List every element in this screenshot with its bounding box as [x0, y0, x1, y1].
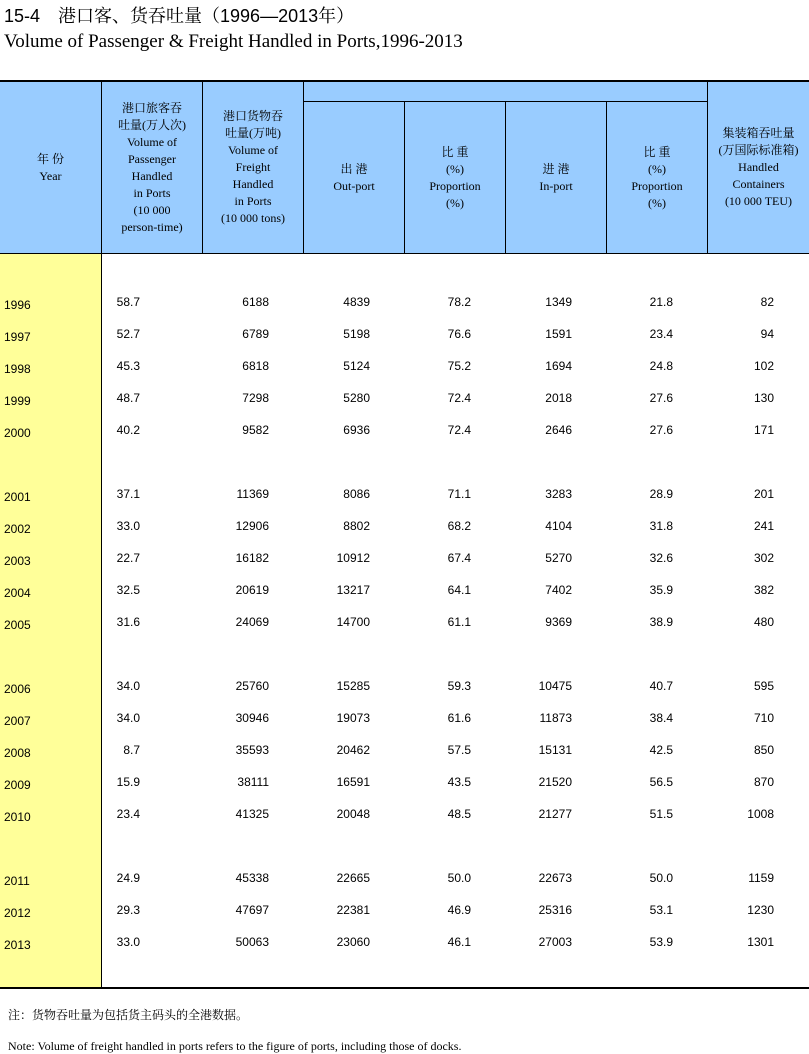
freight-value: 6789	[242, 327, 269, 341]
passenger-value: 45.3	[116, 359, 140, 373]
in-port-value: 25316	[538, 903, 572, 917]
passenger-value: 34.0	[116, 711, 140, 725]
out-port-value: 14700	[336, 615, 370, 629]
row-year: 2011	[4, 874, 30, 888]
in-port-value: 3283	[545, 487, 572, 501]
out-port-proportion-value: 68.2	[447, 519, 471, 533]
out-port-value: 5198	[343, 327, 370, 341]
row-year: 2009	[4, 778, 31, 792]
in-port-value: 4104	[545, 519, 572, 533]
in-port-value: 1349	[545, 295, 572, 309]
out-port-value: 16591	[336, 775, 370, 789]
out-port-value: 8802	[343, 519, 370, 533]
table-title-chinese: 15-4 港口客、货吞吐量（1996—2013年）	[4, 6, 355, 26]
in-port-value: 21277	[538, 807, 572, 821]
in-port-proportion-value: 23.4	[649, 327, 673, 341]
containers-value: 171	[753, 423, 774, 437]
row-year: 1998	[4, 362, 31, 376]
row-year: 2000	[4, 426, 31, 440]
passenger-value: 24.9	[116, 871, 140, 885]
containers-value: 870	[753, 775, 774, 789]
in-port-value: 2018	[545, 391, 572, 405]
containers-value: 302	[753, 551, 774, 565]
out-port-proportion-value: 57.5	[447, 743, 471, 757]
header-handled-containers: 集装箱吞吐量 (万国际标准箱) Handled Containers (10 000 TEU)	[718, 126, 799, 208]
passenger-value: 58.7	[116, 295, 140, 309]
row-year: 2004	[4, 586, 31, 600]
containers-value: 1301	[747, 935, 774, 949]
in-port-value: 21520	[538, 775, 572, 789]
in-port-proportion-value: 35.9	[649, 583, 673, 597]
containers-value: 94	[760, 327, 774, 341]
containers-value: 1008	[747, 807, 774, 821]
freight-value: 20619	[235, 583, 269, 597]
containers-value: 1230	[747, 903, 774, 917]
in-port-proportion-value: 24.8	[649, 359, 673, 373]
row-year: 1996	[4, 298, 31, 312]
in-port-proportion-value: 21.8	[649, 295, 673, 309]
passenger-value: 33.0	[116, 519, 140, 533]
row-year: 2005	[4, 618, 31, 632]
out-port-proportion-value: 78.2	[447, 295, 471, 309]
passenger-value: 23.4	[116, 807, 140, 821]
freight-value: 9582	[242, 423, 269, 437]
out-port-proportion-value: 59.3	[447, 679, 471, 693]
passenger-value: 48.7	[116, 391, 140, 405]
freight-value: 6818	[242, 359, 269, 373]
freight-value: 25760	[235, 679, 269, 693]
out-port-proportion-value: 50.0	[447, 871, 471, 885]
freight-value: 11369	[236, 487, 269, 501]
containers-value: 595	[753, 679, 774, 693]
in-port-proportion-value: 53.9	[649, 935, 673, 949]
bottom-rule	[0, 987, 809, 989]
header-freight-volume: 港口货物吞 吐量(万吨) Volume of Freight Handled in Ports (10 000 tons)	[221, 109, 285, 225]
out-port-value: 5124	[343, 359, 370, 373]
out-port-value: 22381	[336, 903, 370, 917]
freight-value: 6188	[242, 295, 269, 309]
in-port-value: 11873	[539, 711, 572, 725]
out-port-proportion-value: 67.4	[447, 551, 471, 565]
out-port-proportion-value: 72.4	[447, 391, 471, 405]
in-port-proportion-value: 27.6	[649, 423, 673, 437]
out-port-value: 22665	[336, 871, 370, 885]
out-port-value: 20048	[336, 807, 370, 821]
containers-value: 201	[753, 487, 774, 501]
out-port-proportion-value: 46.9	[447, 903, 471, 917]
header-in-port-proportion: 比 重 (%) Proportion (%)	[631, 144, 683, 210]
freight-value: 50063	[235, 935, 269, 949]
out-port-value: 15285	[336, 679, 370, 693]
row-year: 1997	[4, 330, 31, 344]
passenger-value: 29.3	[116, 903, 140, 917]
out-port-value: 5280	[343, 391, 370, 405]
row-year: 2008	[4, 746, 31, 760]
in-port-value: 27003	[538, 935, 572, 949]
note-chinese: 注：货物吞吐量为包括货主码头的全港数据。	[8, 1008, 249, 1022]
passenger-value: 8.7	[123, 743, 140, 757]
out-port-proportion-value: 64.1	[447, 583, 471, 597]
containers-value: 130	[753, 391, 774, 405]
in-port-value: 1694	[545, 359, 572, 373]
out-port-proportion-value: 72.4	[447, 423, 471, 437]
row-year: 2013	[4, 938, 31, 952]
in-port-proportion-value: 42.5	[649, 743, 673, 757]
in-port-proportion-value: 31.8	[649, 519, 673, 533]
containers-value: 850	[753, 743, 774, 757]
freight-value: 38111	[237, 775, 269, 789]
containers-value: 480	[753, 615, 774, 629]
out-port-value: 20462	[336, 743, 370, 757]
in-port-proportion-value: 56.5	[649, 775, 673, 789]
header-year: 年 份 Year	[36, 151, 64, 183]
in-port-proportion-value: 50.0	[649, 871, 673, 885]
note-english: Note: Volume of freight handled in ports refers to the figure of ports, including those of docks.	[8, 1039, 462, 1053]
in-port-proportion-value: 51.5	[649, 807, 673, 821]
containers-value: 102	[753, 359, 774, 373]
row-year: 2002	[4, 522, 31, 536]
out-port-value: 6936	[343, 423, 370, 437]
containers-value: 382	[753, 583, 774, 597]
passenger-value: 34.0	[116, 679, 140, 693]
in-port-proportion-value: 53.1	[649, 903, 673, 917]
out-port-value: 19073	[336, 711, 370, 725]
in-port-value: 22673	[538, 871, 572, 885]
containers-value: 82	[760, 295, 774, 309]
row-year: 2001	[4, 490, 31, 504]
passenger-value: 37.1	[116, 487, 140, 501]
freight-value: 41325	[235, 807, 269, 821]
out-port-proportion-value: 46.1	[447, 935, 471, 949]
freight-value: 45338	[235, 871, 269, 885]
out-port-proportion-value: 76.6	[447, 327, 471, 341]
in-port-value: 1591	[545, 327, 572, 341]
out-port-proportion-value: 75.2	[447, 359, 471, 373]
freight-value: 30946	[235, 711, 269, 725]
row-year: 2012	[4, 906, 31, 920]
out-port-proportion-value: 61.1	[447, 615, 471, 629]
passenger-value: 40.2	[116, 423, 140, 437]
row-year: 2006	[4, 682, 31, 696]
freight-value: 35593	[235, 743, 269, 757]
passenger-value: 33.0	[116, 935, 140, 949]
in-port-value: 5270	[545, 551, 572, 565]
out-port-proportion-value: 71.1	[447, 487, 471, 501]
header-out-port: 出 港 Out-port	[333, 161, 375, 193]
passenger-value: 52.7	[116, 327, 140, 341]
in-port-proportion-value: 40.7	[649, 679, 673, 693]
passenger-value: 22.7	[116, 551, 140, 565]
out-port-value: 10912	[336, 551, 370, 565]
in-port-proportion-value: 27.6	[649, 391, 673, 405]
containers-value: 1159	[748, 871, 774, 885]
in-port-proportion-value: 38.4	[649, 711, 673, 725]
in-port-proportion-value: 32.6	[649, 551, 673, 565]
table-title-english: Volume of Passenger & Freight Handled in Ports,1996-2013	[4, 31, 463, 52]
out-port-value: 13217	[336, 583, 370, 597]
out-port-value: 8086	[343, 487, 370, 501]
in-port-value: 7402	[545, 583, 572, 597]
row-year: 2007	[4, 714, 31, 728]
header-passenger-volume: 港口旅客吞 吐量(万人次) Volume of Passenger Handled in Ports (10 000 person-time)	[118, 100, 186, 234]
header-in-port: 进 港 In-port	[539, 161, 573, 193]
in-port-value: 2646	[545, 423, 572, 437]
containers-value: 241	[753, 519, 774, 533]
freight-value: 47697	[235, 903, 269, 917]
passenger-value: 31.6	[116, 615, 140, 629]
freight-value: 16182	[235, 551, 269, 565]
row-year: 1999	[4, 394, 31, 408]
in-port-proportion-value: 28.9	[649, 487, 673, 501]
row-year: 2010	[4, 810, 31, 824]
row-year: 2003	[4, 554, 31, 568]
in-port-value: 15131	[538, 743, 572, 757]
freight-value: 12906	[235, 519, 269, 533]
out-port-proportion-value: 43.5	[447, 775, 471, 789]
passenger-value: 32.5	[116, 583, 140, 597]
in-port-value: 9369	[545, 615, 572, 629]
in-port-value: 10475	[538, 679, 572, 693]
out-port-proportion-value: 61.6	[447, 711, 471, 725]
containers-value: 710	[753, 711, 774, 725]
freight-value: 24069	[235, 615, 269, 629]
out-port-value: 23060	[336, 935, 370, 949]
out-port-proportion-value: 48.5	[447, 807, 471, 821]
freight-value: 7298	[242, 391, 269, 405]
header-out-port-proportion: 比 重 (%) Proportion (%)	[429, 144, 481, 210]
out-port-value: 4839	[343, 295, 370, 309]
in-port-proportion-value: 38.9	[649, 615, 673, 629]
passenger-value: 15.9	[116, 775, 140, 789]
